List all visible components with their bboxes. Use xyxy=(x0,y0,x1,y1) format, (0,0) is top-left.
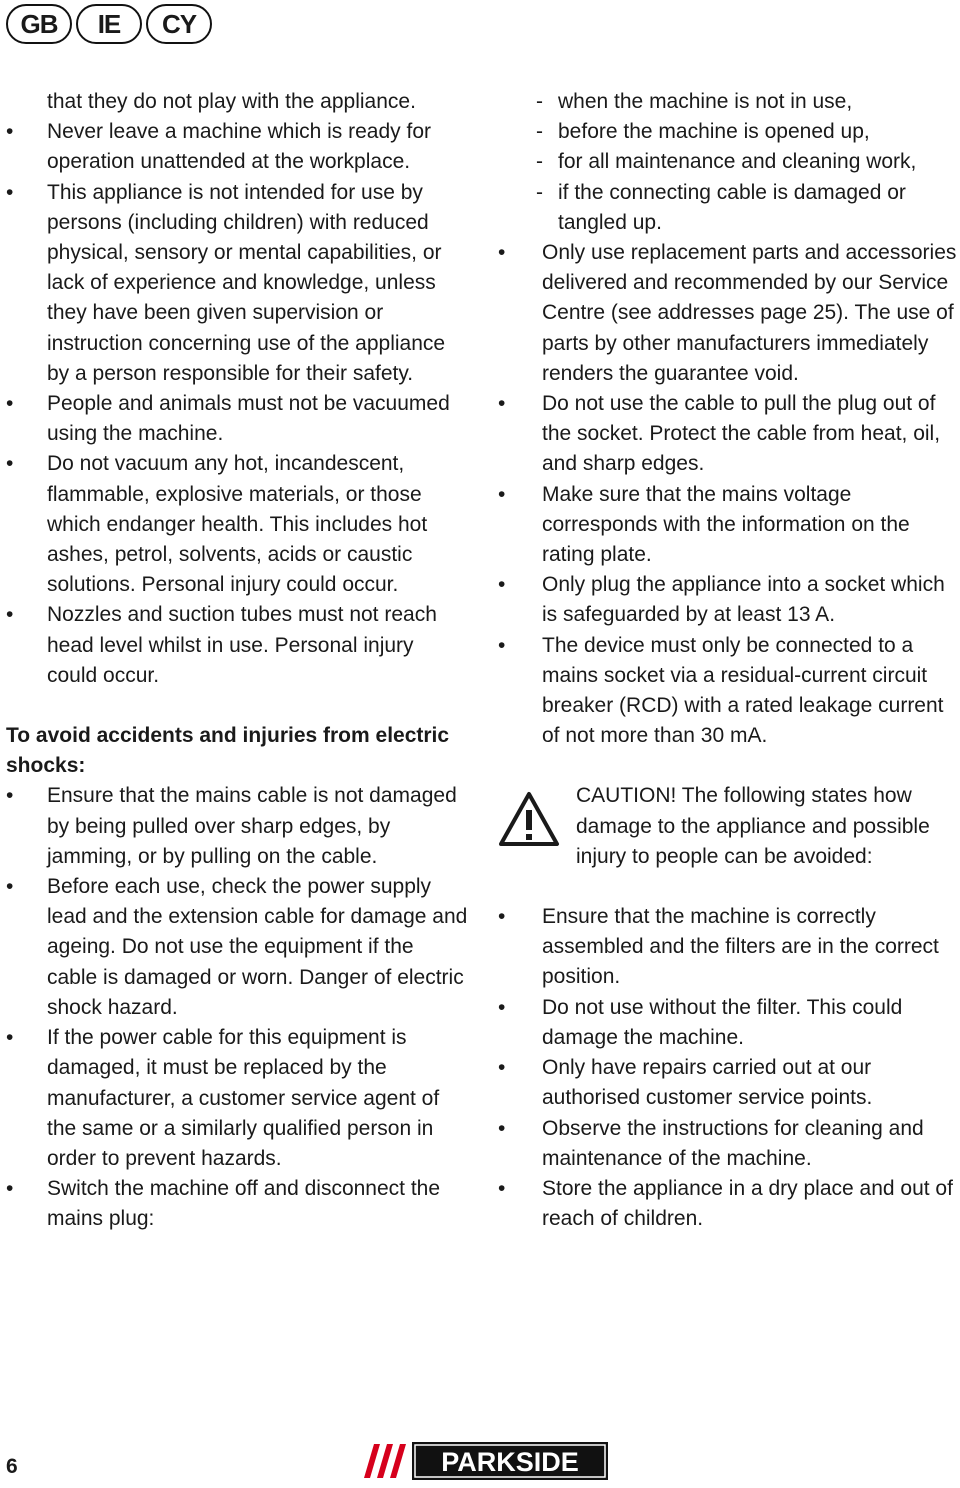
language-badge-gb: GB xyxy=(6,4,72,44)
bullet-item: • Switch the machine off and disconnect the mains plug: xyxy=(6,1174,468,1234)
bullet-item: • If the power cable for this equipment is damaged, it must be replaced by the manufacturer, a customer service agent of the same or a similarly qualified person in order to prevent hazards. xyxy=(6,1023,468,1174)
bullet-item: • People and animals must not be vacuumed using the machine. xyxy=(6,389,468,449)
bullet-item: • Never leave a machine which is ready for operation unattended at the workplace. xyxy=(6,117,468,177)
brand-name: PARKSIDE xyxy=(441,1447,579,1477)
dash-item: - when the machine is not in use, xyxy=(498,87,958,117)
caution-notice xyxy=(498,781,958,872)
caution-text: CAUTION! The following states how damage to the appliance and possible injury to people can be avoided: xyxy=(576,784,930,868)
language-badge-ie: IE xyxy=(76,4,142,44)
bullet-item: • Only use replacement parts and accessories delivered and recommended by our Service Centre (see addresses page 25). The use of parts by other manufacturers immediately renders the guarantee void. xyxy=(498,238,958,389)
warning-triangle-icon xyxy=(498,781,576,872)
bullet-item: • The device must only be connected to a mains socket via a residual-current circuit breaker (RCD) with a rated leakage current of not more than 30 mA. xyxy=(498,631,958,752)
bullet-item: • Ensure that the machine is correctly assembled and the filters are in the correct position. xyxy=(498,902,958,993)
page-number: 6 xyxy=(6,1455,18,1478)
section-heading: To avoid accidents and injuries from electric shocks: xyxy=(6,724,450,778)
bullet-item: • Before each use, check the power supply lead and the extension cable for damage and ageing. Do not use the equipment if the cable is damaged or worn. Danger of electric shock hazard. xyxy=(6,872,468,1023)
bullet-item: • Only have repairs carried out at our authorised customer service points. xyxy=(498,1053,958,1113)
language-badge-cy: CY xyxy=(146,4,212,44)
language-badges xyxy=(6,4,212,44)
bullet-item: • Store the appliance in a dry place and out of reach of children. xyxy=(498,1174,958,1234)
bullet-item: • Ensure that the mains cable is not damaged by being pulled over sharp edges, by jamming, or by pulling on the cable. xyxy=(6,781,468,872)
dash-item: - before the machine is opened up, xyxy=(498,117,958,147)
bullet-item: • Only plug the appliance into a socket which is safeguarded by at least 13 A. xyxy=(498,570,958,630)
bullet-item: • Do not use without the filter. This could damage the machine. xyxy=(498,993,958,1053)
continuation-text: that they do not play with the appliance. xyxy=(47,90,416,113)
bullet-item: • Observe the instructions for cleaning and maintenance of the machine. xyxy=(498,1114,958,1174)
right-column xyxy=(498,87,958,1234)
bullet-item: • Nozzles and suction tubes must not reach head level whilst in use. Personal injury could occur. xyxy=(6,600,468,691)
bullet-item: • Make sure that the mains voltage corresponds with the information on the rating plate. xyxy=(498,480,958,571)
left-column xyxy=(6,87,468,1235)
parkside-logo xyxy=(362,1440,610,1482)
bullet-item: • Do not use the cable to pull the plug out of the socket. Protect the cable from heat, oil, and sharp edges. xyxy=(498,389,958,480)
bullet-item: • Do not vacuum any hot, incandescent, flammable, explosive materials, or those which endanger health. This includes hot ashes, petrol, solvents, acids or caustic solutions. Personal injury could occur. xyxy=(6,449,468,600)
brand-stripes-icon xyxy=(364,1444,406,1478)
bullet-item: • This appliance is not intended for use by persons (including children) with reduced physical, sensory or mental capabilities, or lack of experience and knowledge, unless they have been given supervision or instruction concerning use of the appliance by a person responsible for their safety. xyxy=(6,178,468,389)
dash-item: - for all maintenance and cleaning work, xyxy=(498,147,958,177)
dash-item: - if the connecting cable is damaged or tangled up. xyxy=(498,178,958,238)
